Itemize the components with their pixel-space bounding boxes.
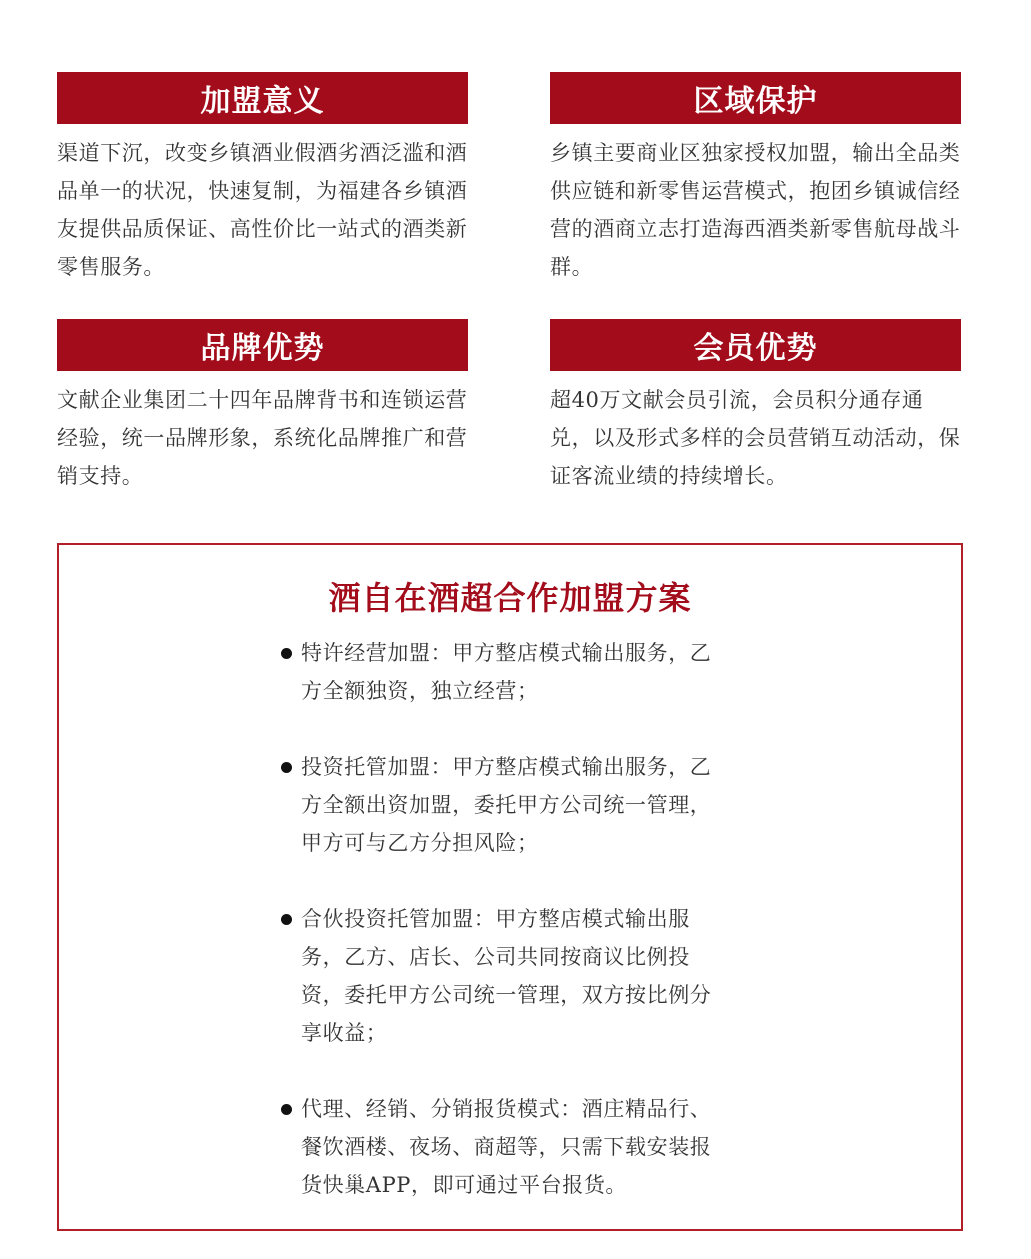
card-text: 渠道下沉，改变乡镇酒业假酒劣酒泛滥和酒品单一的状况，快速复制，为福建各乡镇酒友提供品质保证、高性价比一站式的酒类新零售服务。 (57, 141, 468, 279)
bullet-icon (281, 762, 292, 773)
card-title: 区域保护 (550, 72, 961, 124)
card-text: 乡镇主要商业区独家授权加盟，输出全品类供应链和新零售运营模式，抱团乡镇诚信经营的酒商立志打造海西酒类新零售航母战斗群。 (550, 141, 961, 279)
card-title: 品牌优势 (57, 319, 468, 371)
plan-item (281, 634, 731, 710)
card-member-advantage (550, 319, 961, 495)
plan-title: 酒自在酒超合作加盟方案 (328, 579, 692, 617)
card-title: 会员优势 (550, 319, 961, 371)
bullet-icon (281, 914, 292, 925)
card-brand-advantage (57, 319, 468, 495)
card-franchise-significance (57, 72, 468, 286)
card-text: 超40万文献会员引流，会员积分通存通兑，以及形式多样的会员营销互动活动，保证客流业绩的持续增长。 (550, 388, 961, 488)
card-text: 文献企业集团二十四年品牌背书和连锁运营经验，统一品牌形象，系统化品牌推广和营销支持。 (57, 388, 468, 488)
plan-item-text: 投资托管加盟：甲方整店模式输出服务，乙方全额出资加盟，委托甲方公司统一管理，甲方可与乙方分担风险； (301, 755, 712, 855)
plan-item (281, 748, 731, 862)
plan-item-text: 特许经营加盟：甲方整店模式输出服务，乙方全额独资，独立经营； (301, 641, 712, 703)
plan-item-text: 代理、经销、分销报货模式：酒庄精品行、餐饮酒楼、夜场、商超等，只需下载安装报货快巢APP，即可通过平台报货。 (301, 1097, 712, 1197)
plan-item-text: 合伙投资托管加盟：甲方整店模式输出服务，乙方、店长、公司共同按商议比例投资，委托甲方公司统一管理，双方按比例分享收益； (301, 907, 712, 1045)
plan-item (281, 1090, 731, 1204)
card-regional-protection (550, 72, 961, 286)
bullet-icon (281, 648, 292, 659)
plan-list (281, 634, 731, 1242)
card-title: 加盟意义 (57, 72, 468, 124)
bullet-icon (281, 1104, 292, 1115)
plan-item (281, 900, 731, 1052)
franchise-plan-box (57, 543, 963, 1231)
